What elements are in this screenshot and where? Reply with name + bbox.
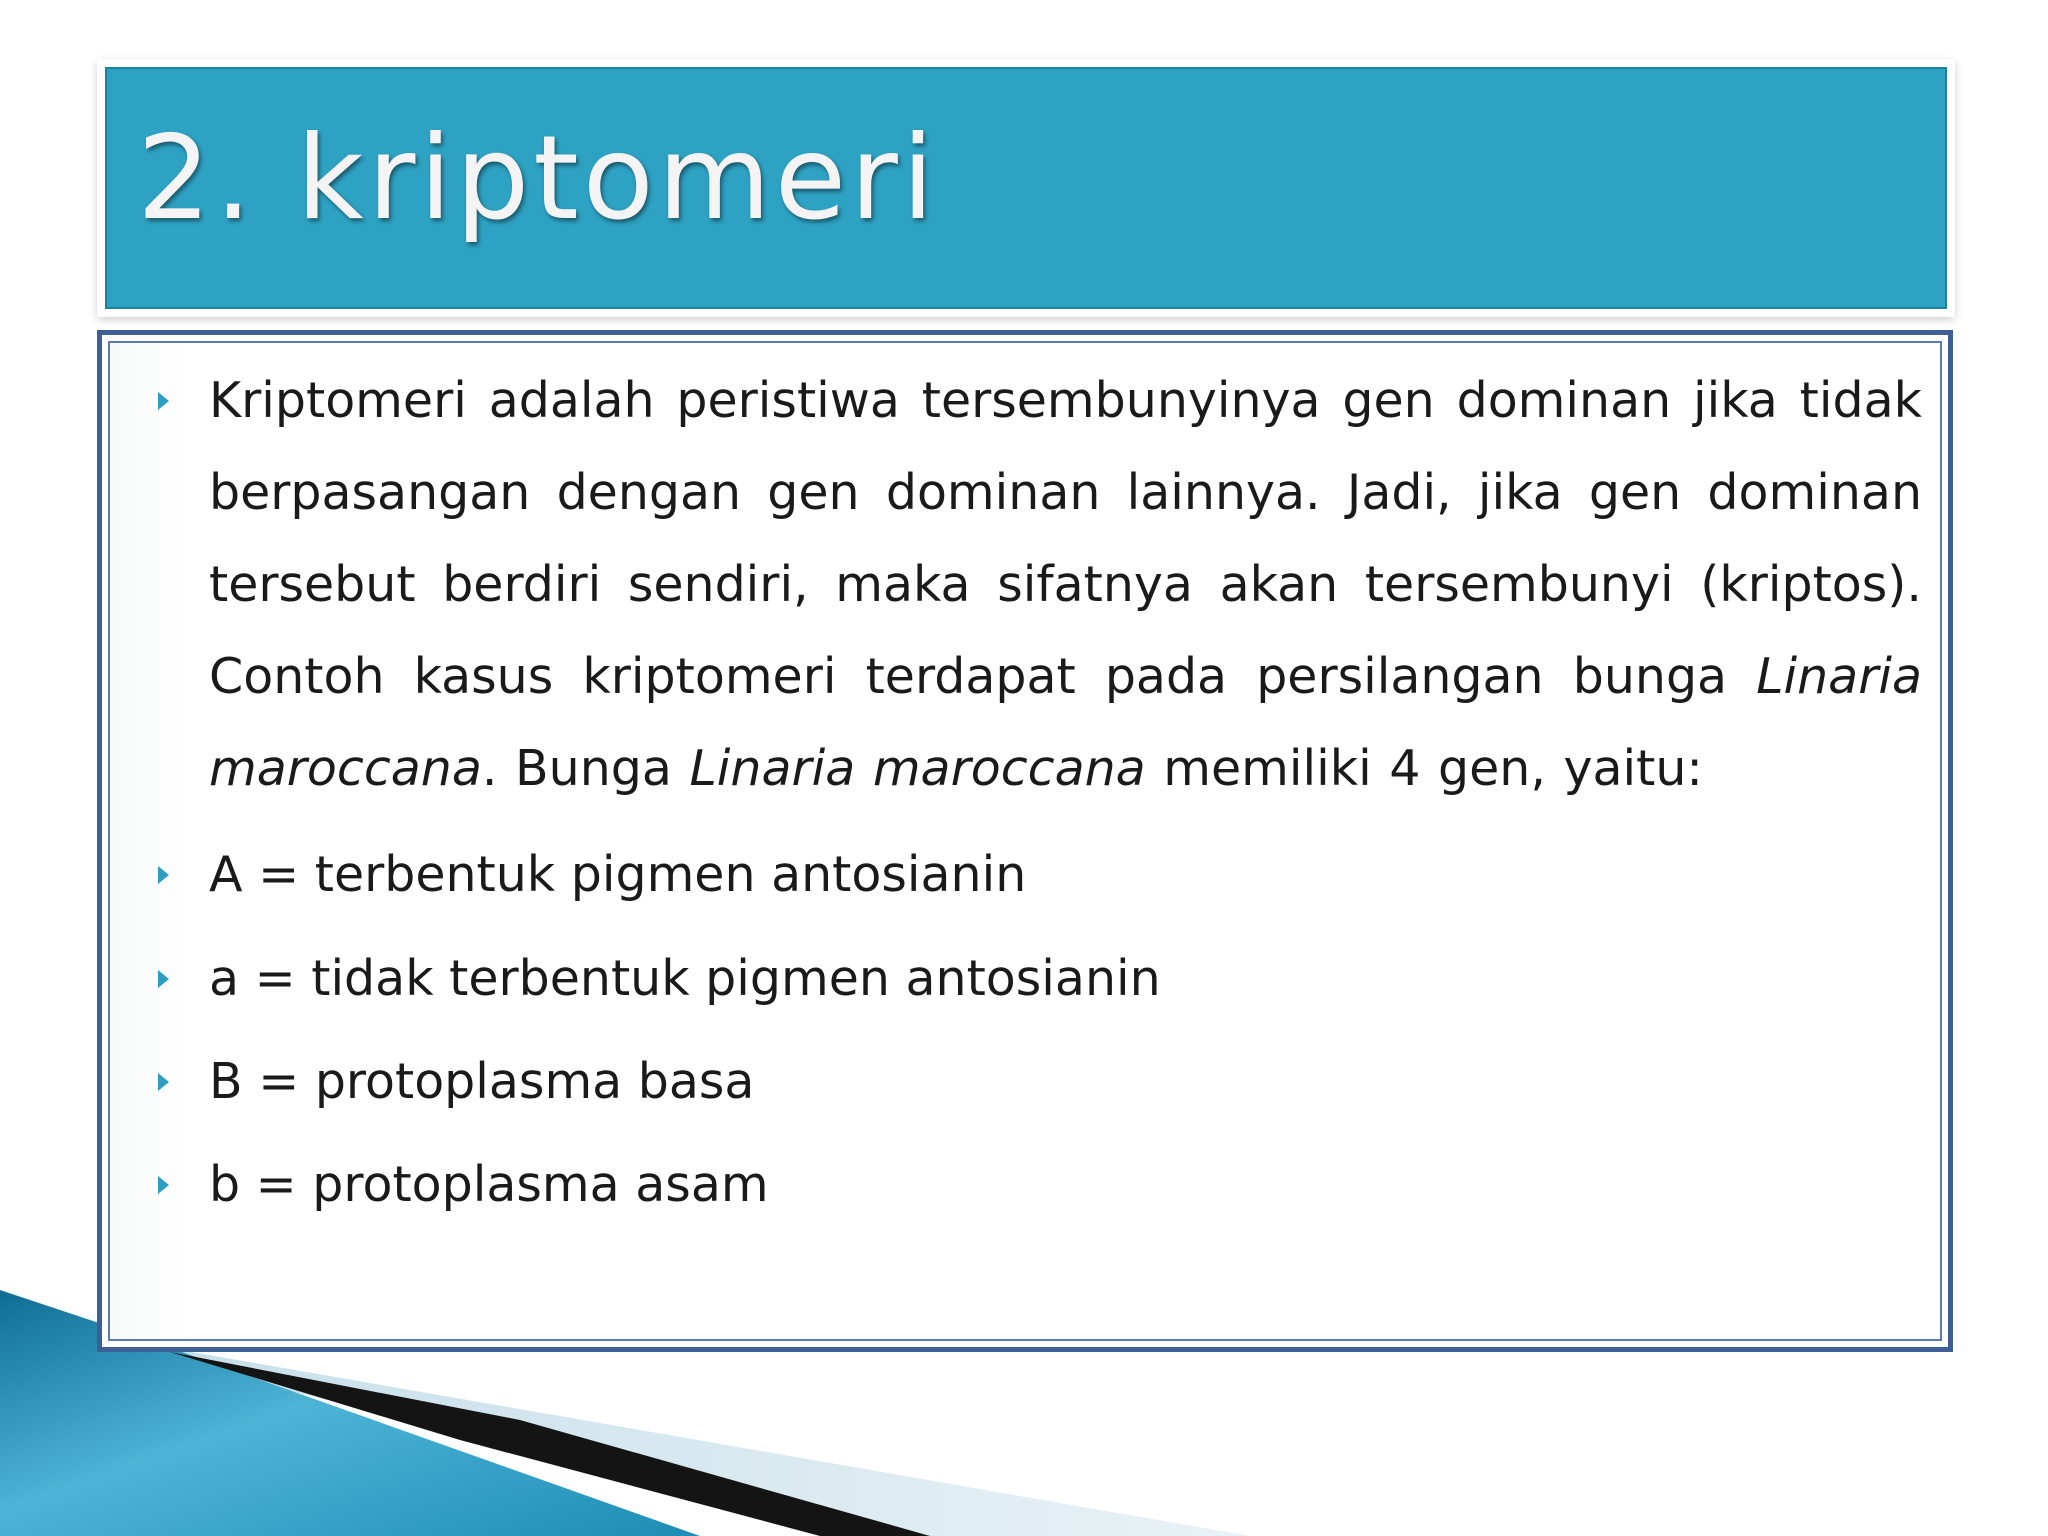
- content-area: [108, 341, 1942, 1341]
- title-panel: [97, 59, 1955, 317]
- bullet-arrow-icon: [158, 1176, 169, 1194]
- bullet-arrow-icon: [158, 1073, 169, 1091]
- intro-paragraph: [209, 355, 1922, 815]
- species-name: Linaria maroccana: [689, 740, 1146, 797]
- bullet-arrow-icon: [158, 970, 169, 988]
- slide-title: 2. kriptomeri: [137, 111, 939, 246]
- title-bar: [105, 67, 1947, 309]
- bullet-arrow-icon: [158, 392, 169, 410]
- content-frame: [97, 330, 1953, 1352]
- gene-item: b = protoplasma asam: [209, 1156, 769, 1213]
- species-name: Linaria maroccana: [209, 648, 1922, 797]
- intro-middle: . Bunga: [481, 740, 690, 797]
- intro-tail: memiliki 4 gen, yaitu:: [1145, 740, 1703, 797]
- bullet-arrow-icon: [158, 866, 169, 884]
- gene-item: B = protoplasma basa: [209, 1053, 755, 1110]
- intro-lead: Kriptomeri adalah peristiwa tersembunyinya gen dominan jika tidak berpasangan dengan gen dominan lainnya. Jadi, jika gen dominan tersebut berdiri sendiri, maka sifatnya akan tersembunyi (kriptos). Contoh kasus kriptomeri terdapat pada persilangan bunga: [209, 372, 1922, 705]
- gene-item: A = terbentuk pigmen antosianin: [209, 846, 1027, 903]
- gene-item: a = tidak terbentuk pigmen antosianin: [209, 950, 1161, 1007]
